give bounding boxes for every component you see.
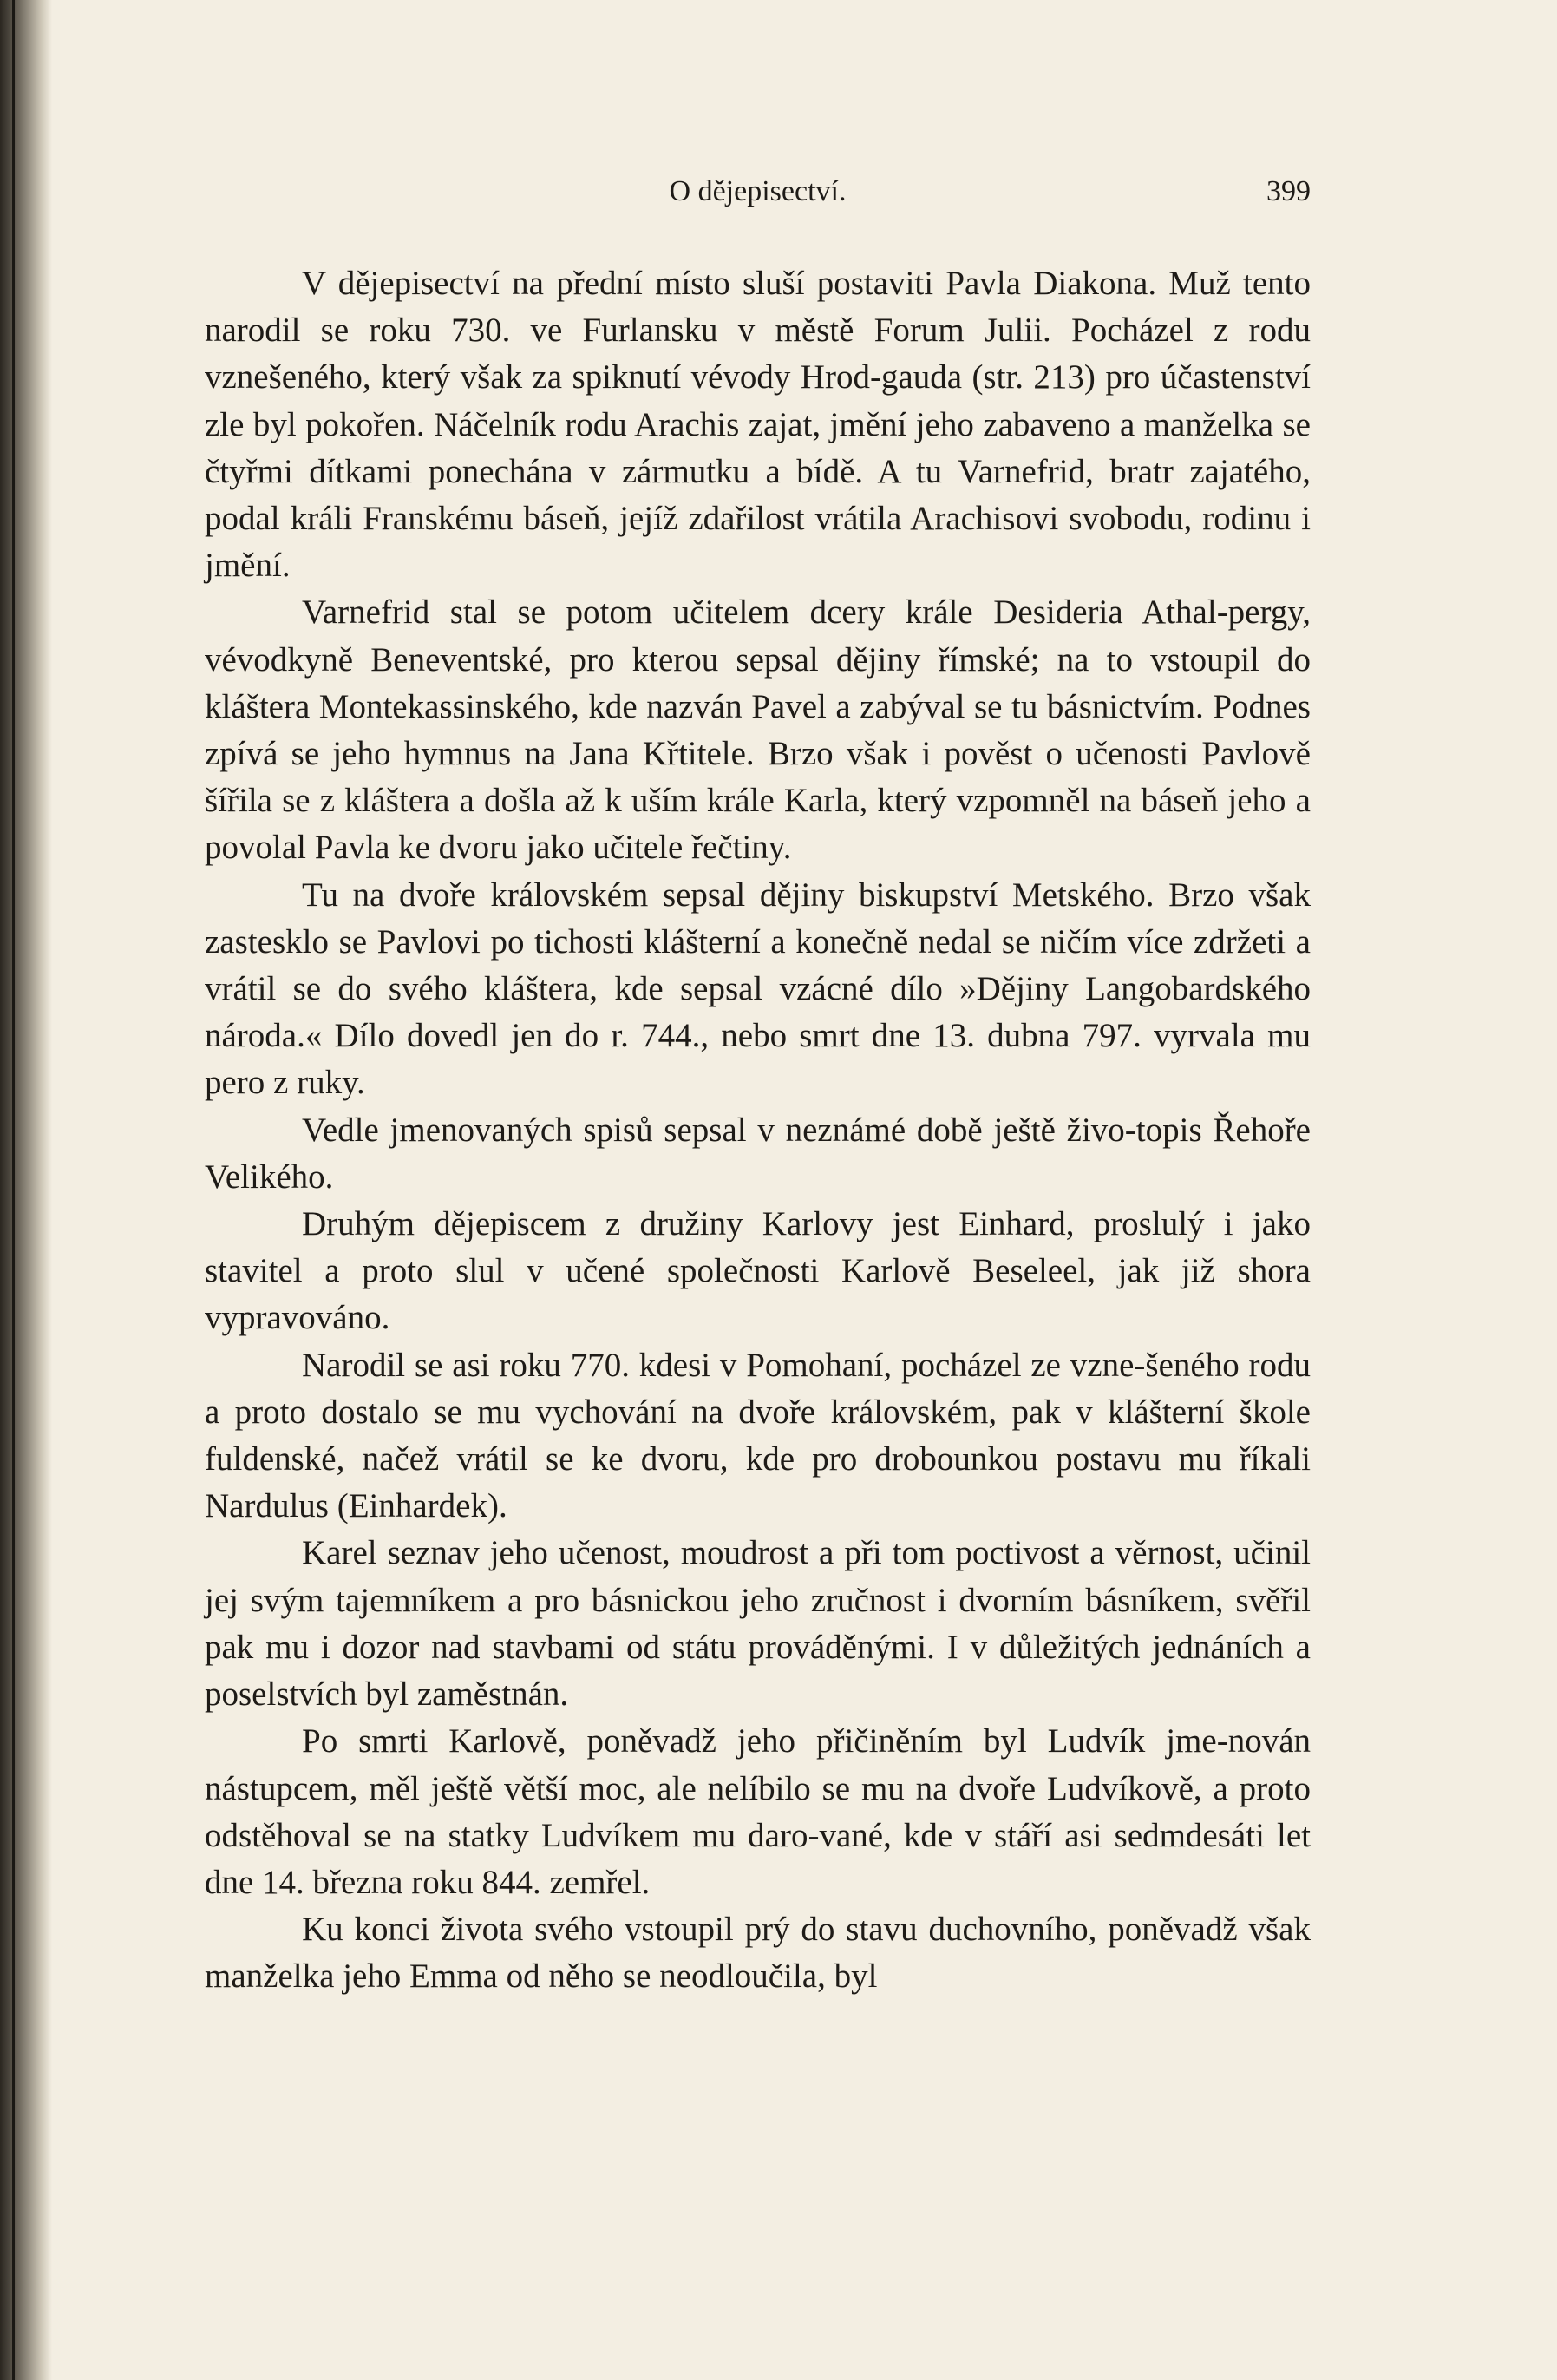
running-header	[205, 175, 1311, 219]
paragraph: V dějepisectví na přední místo sluší postaviti Pavla Diakona. Muž tento narodil se roku 730. ve Furlansku v městě Forum Julii. Pocházel z rodu vznešeného, který však za spiknutí vévody Hrod-gauda (str. 213) pro účastenství zle byl pokořen. Náčelník rodu Arachis zajat, jmění jeho zabaveno a manželka se čtyřmi dítkami ponechána v zármutku a bídě. A tu Varnefrid, bratr zajatého, podal králi Franskému báseň, jejíž zdařilost vrátila Arachisovi svobodu, rodinu i jmění.	[205, 265, 1311, 585]
book-gutter-shadow	[0, 0, 52, 2380]
running-title: O dějepisectví.	[669, 175, 847, 207]
paragraph: Vedle jmenovaných spisů sepsal v neznámé době ještě živo-topis Řehoře Velikého.	[205, 1111, 1311, 1196]
paragraph: Narodil se asi roku 770. kdesi v Pomohaní, pocházel ze vzne-šeného rodu a proto dostalo se mu vychování na dvoře královském, pak v klášterní škole fuldenské, načež vrátil se ke dvoru, kde pro drobounkou postavu mu říkali Nardulus (Einhardek).	[205, 1346, 1311, 1525]
paragraph: Druhým dějepiscem z družiny Karlovy jest Einhard, proslulý i jako stavitel a proto slul v učené společnosti Karlově Beseleel, jak již shora vypravováno.	[205, 1205, 1311, 1337]
paragraph: Tu na dvoře královském sepsal dějiny biskupství Metského. Brzo však zastesklo se Pavlovi po tichosti klášterní a konečně nedal se ničím více zdržeti a vrátil se do svého kláštera, kde sepsal vzácné dílo »Dějiny Langobardského národa.« Dílo dovedl jen do r. 744., nebo smrt dne 13. dubna 797. vyrvala mu pero z ruky.	[205, 875, 1311, 1102]
page-number: 399	[1266, 175, 1311, 207]
paragraph: Po smrti Karlově, poněvadž jeho přičiněním byl Ludvík jme-nován nástupcem, měl ještě větší moc, ale nelíbilo se mu na dvoře Ludvíkově, a proto odstěhoval se na statky Ludvíkem mu daro-vané, kde v stáří asi sedmdesáti let dne 14. března roku 844. zemřel.	[205, 1722, 1311, 1901]
page-edge	[12, 0, 15, 2380]
paragraph: Varnefrid stal se potom učitelem dcery krále Desideria Athal-pergy, vévodkyně Beneventské, pro kterou sepsal dějiny římské; na to vstoupil do kláštera Montekassinského, kde nazván Pavel a zabýval se tu básnictvím. Podnes zpívá se jeho hymnus na Jana Křtitele. Brzo však i pověst o učenosti Pavlově šířila se z kláštera a došla až k uším krále Karla, který vzpomněl na báseň jeho a povolal Pavla ke dvoru jako učitele řečtiny.	[205, 593, 1311, 867]
body-text	[205, 260, 1311, 2001]
paragraph: Ku konci života svého vstoupil prý do stavu duchovního, poněvadž však manželka jeho Emma od něho se neodloučila, byl	[205, 1911, 1311, 1996]
paragraph: Karel seznav jeho učenost, moudrost a při tom poctivost a věrnost, učinil jej svým tajemníkem a pro básnickou jeho zručnost i dvorním básníkem, svěřil pak mu i dozor nad stavbami od státu prováděnými. I v důležitých jednáních a poselstvích byl zaměstnán.	[205, 1534, 1311, 1714]
